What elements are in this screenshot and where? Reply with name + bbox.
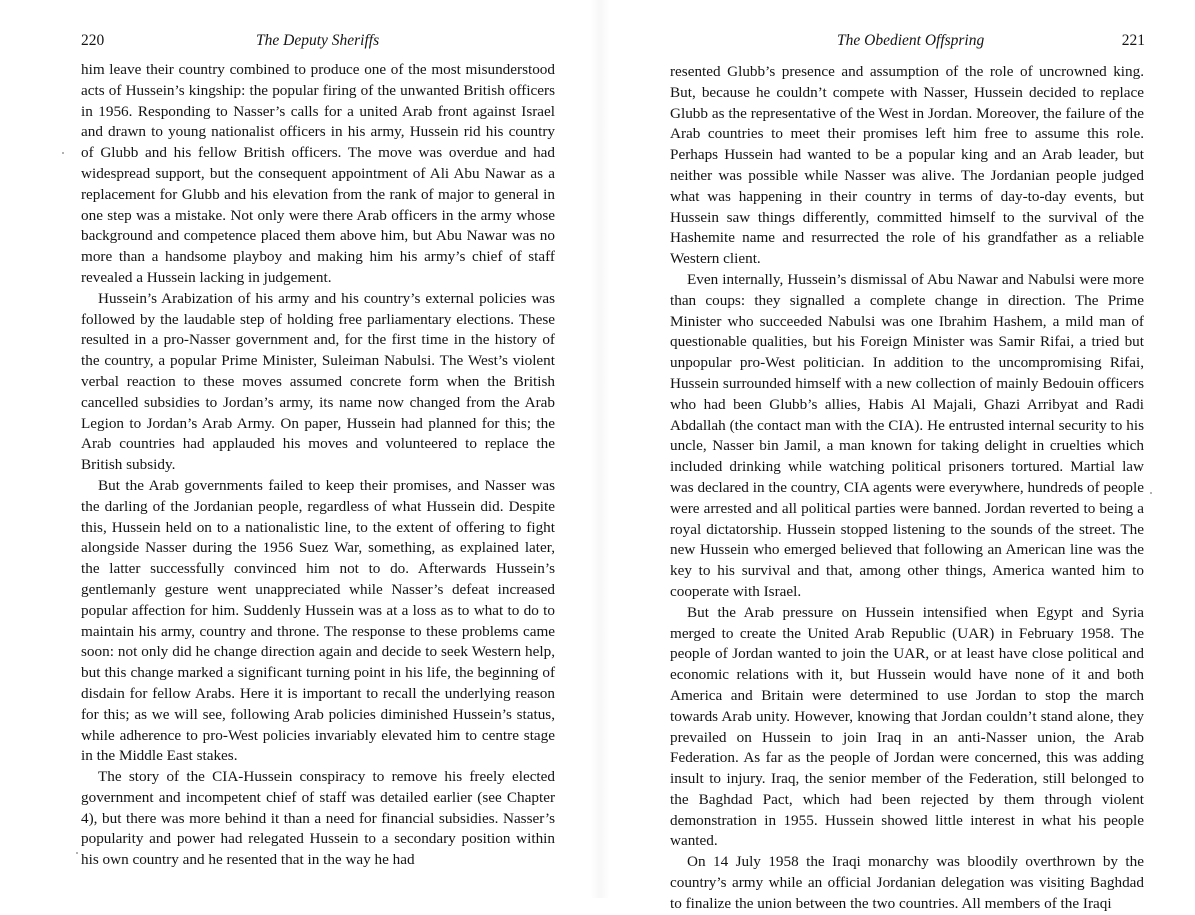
paragraph: On 14 July 1958 the Iraqi monarchy was bloodily overthrown by the country’s army while an official Jordanian delegation was visiting Baghdad to finalize the union between the two countries. All members of the Iraqi: [670, 853, 1144, 912]
scan-speck: [62, 152, 64, 154]
page-number: 220: [81, 32, 105, 49]
scan-speck: [76, 852, 78, 854]
paragraph: him leave their country combined to produce one of the most misunderstood acts of Hussein’s kingship: the popular firing of the unwanted British officers in 1956. Responding to Nasser’s calls for a united Arab front against Israel and drawn to young nationalist officers in his army, Hussein rid his country of Glubb and his fellow British officers. The move was overdue and had widespread support, but the consequent appointment of Ali Abu Nawar as a replacement for Glubb and his elevation from the rank of major to general in one step was a mistake. Not only were there Arab officers in the army whose background and competence placed them above him, but Abu Nawar was no more than a handsome playboy and making him his army’s chief of staff revealed a Hussein lacking in judgement.: [81, 61, 555, 286]
left-body-text: [81, 60, 555, 871]
right-page: [600, 0, 1195, 912]
left-page: [0, 0, 600, 898]
left-running-head: [81, 28, 556, 54]
scan-speck: [1150, 492, 1152, 494]
page-number: 221: [1121, 32, 1145, 49]
paragraph: The story of the CIA-Hussein conspiracy to remove his freely elected government and incompetent chief of staff was detailed earlier (see Chapter 4), but there was more behind it than a need for financial subsidies. Nasser’s popularity and power had relegated Hussein to a secondary position within his own country and he resented that in the way he had: [81, 768, 555, 869]
right-running-head: [670, 28, 1145, 54]
right-body-text: [670, 62, 1144, 915]
paragraph: Even internally, Hussein’s dismissal of Abu Nawar and Nabulsi were more than coups: they signalled a complete change in direction. The Prime Minister who succeeded Nabulsi was one Ibrahim Hashem, a mild man of questionable qualities, but his Foreign Minister was Samir Rifai, a tried but unpopular pro-West politician. In addition to the uncompromising Rifai, Hussein surrounded himself with a new collection of mainly Bedouin officers who had been Glubb’s allies, Habis Al Majali, Ghazi Arribyat and Radi Abdallah (the contact man with the CIA). He entrusted internal security to his uncle, Nasser bin Jamil, a man known for taking delight in cruelties which included drinking while watching political prisoners tortured. Martial law was declared in the country, CIA agents were everywhere, hundreds of people were arrested and all political parties were banned. Jordan reverted to being a royal dictatorship. Hussein stopped listening to the sounds of the street. The new Hussein who emerged believed that following an American line was the key to his survival and that, among other things, America wanted him to cooperate with Israel.: [670, 270, 1144, 600]
paragraph: But the Arab governments failed to keep their promises, and Nasser was the darling of the Jordanian people, regardless of what Hussein did. Despite this, Hussein held on to a nationalistic line, to the extent of offering to fight alongside Nasser during the 1956 Suez War, something, as explained later, the latter successfully convinced him not to do. Afterwards Hussein’s gentlemanly gesture went unappreciated while Nasser’s defeat increased popular affection for him. Suddenly Hussein was at a loss as to what to do to maintain his army, country and throne. The response to these problems came soon: not only did he change direction again and decide to seek Western help, but this change marked a significant turning point in his life, the beginning of disdain for fellow Arabs. Here it is important to recall the underlying reason for this; as we will see, following Arab policies diminished Hussein’s status, while adherence to pro-West policies invariably elevated him to centre stage in the Middle East stakes.: [81, 476, 555, 765]
running-title: The Obedient Offspring: [837, 32, 985, 49]
paragraph: resented Glubb’s presence and assumption of the role of uncrowned king. But, because he couldn’t compete with Nasser, Hussein decided to replace Glubb as the representative of the West in Jordan. Moreover, the failure of the Arab countries to meet their promises left him free to assume this role. Perhaps Hussein had wanted to be a popular king and an Arab leader, but neither was possible while Nasser was alive. The Jordanian people judged what was happening in their country in terms of day-to-day events, but Hussein saw things differently, committed himself to the survival of the Hashemite name and resurrected the role of his grandfather as a reliable Western client.: [670, 63, 1144, 268]
running-title: The Deputy Sheriffs: [256, 32, 380, 49]
paragraph: Hussein’s Arabization of his army and his country’s external policies was followed by the laudable step of holding free parliamentary elections. These resulted in a pro-Nasser government and, for the first time in the history of the country, a popular Prime Minister, Suleiman Nabulsi. The West’s violent verbal reaction to these moves assumed concrete form when the British cancelled subsidies to Jordan’s army, its name now changed from the Arab Legion to Jordan’s Arab Army. On paper, Hussein had planned for this; the Arab countries had applauded his moves and volunteered to replace the British subsidy.: [81, 289, 555, 474]
paragraph: But the Arab pressure on Hussein intensified when Egypt and Syria merged to create the United Arab Republic (UAR) in February 1958. The people of Jordan wanted to join the UAR, or at least have close political and economic relations with it, but Hussein would have none of it and both America and Britain were determined to use Jordan to stop the march towards Arab unity. However, knowing that Jordan couldn’t stand alone, they prevailed on Hussein to join Iraq in an anti-Nasser union, the Arab Federation. As far as the people of Jordan were concerned, this was adding insult to injury. Iraq, the senior member of the Federation, still belonged to the Baghdad Pact, which had been rejected by them through violent demonstration in 1955. Hussein showed little interest in what his people wanted.: [670, 603, 1144, 850]
